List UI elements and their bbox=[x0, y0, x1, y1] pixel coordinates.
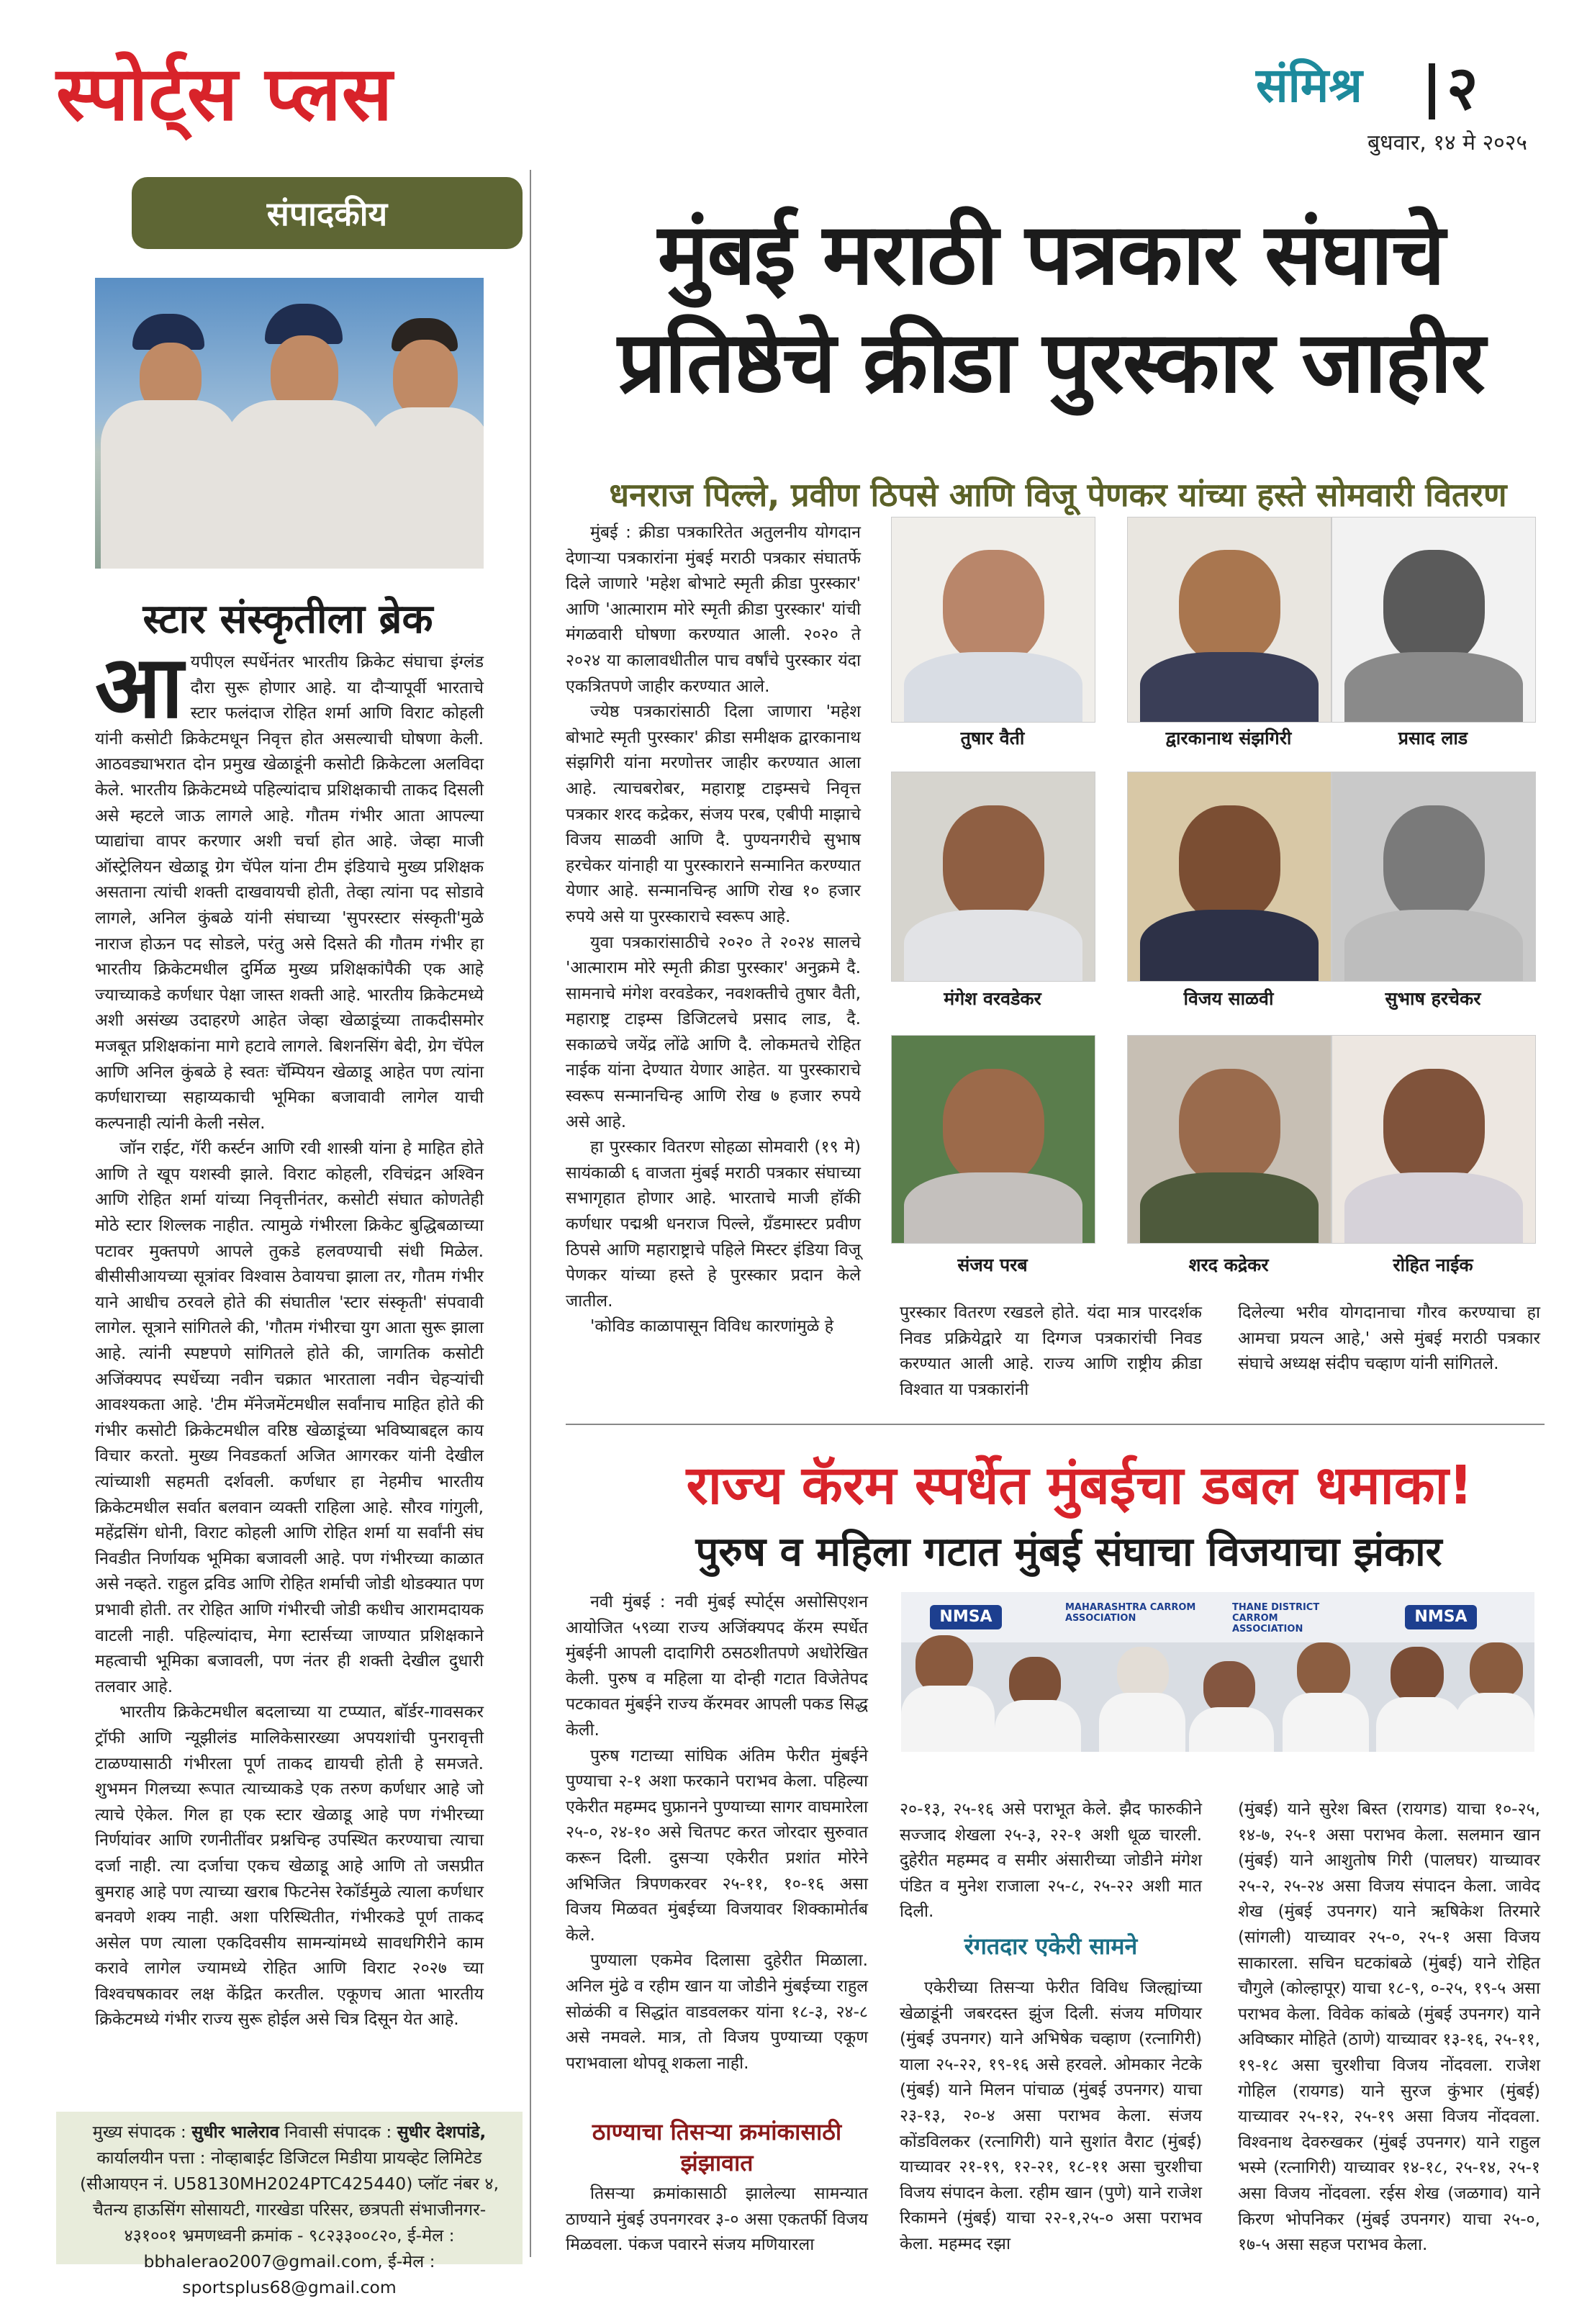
article2-col1b: तिसऱ्या क्रमांकासाठी झालेल्या सामन्यात ठाण्याने मुंबई उपनगरवर ३-० असा एकतर्फी विजय मिळवला. पंकज पवारने संजय मणियारला bbox=[566, 2184, 868, 2255]
photo-vijay bbox=[1127, 772, 1331, 982]
editorial-label: संपादकीय bbox=[132, 177, 523, 249]
photo-prasad bbox=[1331, 517, 1536, 723]
photo-caption: तुषार वैती bbox=[960, 728, 1025, 749]
page-number: २ bbox=[1447, 53, 1478, 123]
masthead-logo: स्पोर्ट्स प्लस bbox=[56, 49, 394, 137]
article1-col3: दिलेल्या भरीव योगदानाचा गौरव करण्याचा हा आमचा प्रयत्न आहे,' असे मुंबई मराठी पत्रकार संघाचे अध्यक्ष संदीप चव्हाण यांनी सांगितले. bbox=[1238, 1303, 1540, 1374]
photo-tushar bbox=[891, 517, 1095, 723]
photo-caption: संजय परब bbox=[957, 1254, 1028, 1275]
article-divider bbox=[566, 1424, 1545, 1425]
article1-col2: पुरस्कार वितरण रखडले होते. यंदा मात्र पारदर्शक निवड प्रक्रियेद्वारे या दिग्गज पत्रकारांची निवड करण्यात आली आहे. राज्य आणि राष्ट्रीय क्रीडा विश्वात या पत्रकारांनी bbox=[900, 1303, 1202, 1399]
article2-headline: राज्य कॅरम स्पर्धेत मुंबईचा डबल धमाका! bbox=[686, 1455, 1473, 1516]
header-divider bbox=[1429, 63, 1435, 119]
photo-subhash bbox=[1331, 772, 1536, 982]
section-tag: संमिश्र bbox=[1256, 58, 1362, 113]
column-divider bbox=[530, 170, 531, 2257]
editorial-title: स्टार संस्कृतीला ब्रेक bbox=[143, 595, 433, 643]
issue-date: बुधवार, १४ मे २०२५ bbox=[1367, 130, 1527, 155]
logo-nmsa: NMSA bbox=[930, 1605, 1002, 1629]
carrom-team-photo bbox=[901, 1592, 1534, 1752]
article2-col1: नवी मुंबई : नवी मुंबई स्पोर्ट्स असोसिएशन आयोजित ५९व्या राज्य अजिंक्यपद कॅरम स्पर्धेत मुंबईनी आपली दादागिरी ठसठशीतपणे अधोरेखित केली. पुरुष व महिला या दोन्ही गटात विजेतेपद पटकावत मुंबईने राज्य कॅरमवर आपली पकड सिद्ध केली. पुरुष गटाच्या सांघिक अंतिम फेरीत मुंबईने पुण्याचा २-१ अशा फरकाने पराभव केला. पहिल्या एकेरीत महम्मद घुफ्रानने पुण्याच्या सागर वाघमारेला २५-०, २४-१० असे चितपट करत जोरदार सुरुवात करून दिली. दुसऱ्या एकेरीत प्रशांत मोरेने अभिजित त्रिपणकरवर २५-११, १०-१६ असा विजय मिळवत मुंबईच्या विजयावर शिक्कामोर्तब केले. पुण्याला एकमेव दिलासा दुहेरीत मिळाला. अनिल मुंढे व रहीम खान या जोडीने मुंबईच्या राहुल सोळंकी व सिद्धांत वाडवलकर यांना १८-३, २४-८ असे नमवले. मात्र, तो विजय पुण्याच्या एकूण पराभवाला थोपवू शकला नाही. bbox=[566, 1592, 868, 2073]
photo-mangesh bbox=[891, 772, 1095, 982]
photo-caption: द्वारकानाथ संझगिरी bbox=[1165, 728, 1292, 749]
editorial-credits: मुख्य संपादक : सुधीर भालेराव निवासी संपादक : सुधीर देशपांडे, कार्यालयीन पत्ता : नोव्हाबाईट डिजिटल मिडीया प्रायव्हेट लिमिटेड (सीआयएन नं. U58130MH2024PTC425440) प्लॉट नंबर ४, चैतन्य हाऊसिंग सोसायटी, गारखेडा परिसर, छत्रपती संभाजीनगर- ४३१००१ भ्रमणध्वनी क्रमांक - ९८२३३००८२०, ई-मेल : bbhalerao2007@gmail.com, ई-मेल : sportsplus68@gmail.com bbox=[56, 2112, 523, 2264]
editorial-paragraph: आयपीएल स्पर्धेनंतर भारतीय क्रिकेट संघाचा इंग्लंड दौरा सुरू होणार आहे. या दौऱ्यापूर्वी भारताचे स्टार फलंदाज रोहित शर्मा आणि विराट कोहली यांनी कसोटी क्रिकेटमधून निवृत्त होत असल्याची घोषणा केली. आठवड्याभरात दोन प्रमुख खेळाडूंनी कसोटी क्रिकेटला अलविदा केले. भारतीय क्रिकेटमध्ये पहिल्यांदाच प्रशिक्षकाची ताकद दिसली असे म्हटले जाऊ लागले आहे. गौतम गंभीर आता आपल्या प्याद्यांचा वापर करणार अशी चर्चा होत आहे. जेव्हा माजी ऑस्ट्रेलियन खेळाडू ग्रेग चॅपेल यांना टीम इंडियाचे मुख्य प्रशिक्षक असताना त्यांची शक्ती दाखवायची होती, तेव्हा त्यांना पद सोडावे लागले, अनिल कुंबळे यांनी संघाच्या 'सुपरस्टार संस्कृती'मुळे नाराज होऊन पद सोडले, परंतु असे दिसते की गौतम गंभीर हा भारतीय क्रिकेटमधील दुर्मिळ मुख्य प्रशिक्षकांपैकी एक आहे ज्याच्याकडे कर्णधार पेक्षा जास्त शक्ती आहे. भारतीय क्रिकेटमध्ये अशी असंख्य उदाहरणे आहेत जेव्हा खेळाडूंच्या ताकदीसमोर मजबूत प्रशिक्षकांना मागे हटावे लागले. बिशनसिंग बेदी, ग्रेग चॅपेल आणि अनिल कुंबळे हे स्वतः चॅम्पियन खेळाडू आहेत पण त्यांना कर्णधाराच्या सहाय्यकाची भूमिका बजावावी लागेल याची कल्पनाही त्यांनी केली नसेल. bbox=[95, 636, 484, 1133]
article1-body: मुंबई : क्रीडा पत्रकारितेत अतुलनीय योगदान देणाऱ्या पत्रकारांना मुंबई मराठी पत्रकार संघातर्फे दिले जाणारे 'महेश बोभाटे स्मृती क्रीडा पुरस्कार' आणि 'आत्माराम मोरे स्मृती क्रीडा पुरस्कार' यांची मंगळवारी घोषणा करण्यात आली. २०२० ते २०२४ या कालावधीतील पाच वर्षांचे पुरस्कार यंदा एकत्रितपणे जाहीर करण्यात आले. ज्येष्ठ पत्रकारांसाठी दिला जाणारा 'महेश बोभाटे स्मृती पुरस्कार' क्रीडा समीक्षक द्वारकानाथ संझगिरी यांना मरणोत्तर जाहीर करण्यात आला आहे. त्याचबरोबर, महाराष्ट्र टाइम्सचे निवृत्त पत्रकार शरद कद्रेकर, संजय परब, एबीपी माझाचे विजय साळवी आणि दै. पुण्यनगरीचे सुभाष हरचेकर यांनाही या पुरस्काराने सन्मानित करण्यात येणार आहे. सन्मानचिन्ह आणि रोख १० हजार रुपये असे या पुरस्काराचे स्वरूप आहे. युवा पत्रकारांसाठीचे २०२० ते २०२४ सालचे 'आत्माराम मोरे स्मृती क्रीडा पुरस्कार' अनुक्रमे दै. सामनाचे मंगेश वरवडेकर, नवशक्तीचे तुषार वैती, महाराष्ट्र टाइम्स डिजिटलचे प्रसाद लाड, दै. सकाळचे जयेंद्र लोंढे आणि दै. लोकमतचे रोहित नाईक यांना देण्यात येणार आहेत. या पुरस्काराचे स्वरूप सन्मानचिन्ह आणि रोख ७ हजार रुपये असे आहे. हा पुरस्कार वितरण सोहळा सोमवारी (१९ मे) सायंकाळी ६ वाजता मुंबई मराठी पत्रकार संघाच्या सभागृहात होणार आहे. भारताचे माजी हॉकी कर्णधार पद्मश्री धनराज पिल्ले, ग्रँडमास्टर प्रवीण ठिपसे आणि महाराष्ट्राचे पहिले मिस्टर इंडिया विजू पेणकर यांच्या हस्ते हे पुरस्कार प्रदान केले जातील. 'कोविड काळापासून विविध कारणांमुळे हे bbox=[566, 523, 861, 1337]
article2-col2: २०-१३, २५-१६ असे पराभूत केले. झैद फारुकीने सज्जाद शेखला २५-३, २२-१ अशी धूळ चारली. दुहेरीत महम्मद व समीर अंसारीच्या जोडीने मंगेश पंडित व मुनेश राजाला २५-८, २५-२२ अशी मात दिली. bbox=[900, 1799, 1202, 1922]
article2-col2b: एकेरीच्या तिसऱ्या फेरीत विविध जिल्ह्यांच्या खेळाडूंनी जबरदस्त झुंज दिली. संजय मणियार (मुंबई उपनगर) याने अभिषेक चव्हाण (रत्नागिरी) याला २५-२२, १९-१६ असे हरवले. ओमकार नेटके (मुंबई) याने मिलन पांचाळ (मुंबई उपनगर) याचा २३-१३, २०-४ असा पराभव केला. संजय कोंडविलकर (रत्नागिरी) याने सुशांत वैराट (मुंबई) याच्यावर २१-१९, १२-२१, १८-११ असा चुरशीचा विजय संपादन केला. रहीम खान (पुणे) याने राजेश रिकामने (मुंबई) याचा २२-१,२५-० असा पराभव केला. महम्मद रझा bbox=[900, 1978, 1202, 2253]
photo-caption: सुभाष हरचेकर bbox=[1385, 988, 1481, 1009]
logo-mca: MAHARASHTRA CARROM ASSOCIATION bbox=[1065, 1602, 1196, 1624]
photo-sanjay bbox=[891, 1035, 1095, 1244]
photo-sharad bbox=[1127, 1035, 1331, 1244]
logo-tdca: THANE DISTRICT CARROM ASSOCIATION bbox=[1232, 1602, 1320, 1635]
photo-caption: शरद कद्रेकर bbox=[1188, 1254, 1269, 1275]
article2-col3: (मुंबई) याने सुरेश बिस्त (रायगड) याचा १०-२५, १४-७, २५-१ असा पराभव केला. सलमान खान (मुंबई) याने आशुतोष गिरी (पालघर) याच्यावर २५-२, २५-२४ असा विजय संपादन केला. जावेद शेख (मुंबई उपनगर) याने ऋषिकेश तिरमारे (सांगली) याच्यावर २५-०, २५-१ असा विजय साकारला. सचिन घटकांबळे (मुंबई) याने रोहित चौगुले (कोल्हापूर) याचा १८-९, ०-२५, १९-५ असा पराभव केला. विवेक कांबळे (मुंबई उपनगर) याने अविष्कार मोहिते (ठाणे) याच्यावर १३-१६, २५-११, १९-१८ असा चुरशीचा विजय नोंदवला. राजेश गोहिल (रायगड) याने सुरज कुंभार (मुंबई) याच्यावर २५-१२, २५-१९ असा विजय नोंदवला. विश्वनाथ देवरुखकर (मुंबई उपनगर) याने राहुल भस्मे (रत्नागिरी) याच्यावर १४-१८, २५-१४, २५-१ असा विजय नोंदवला. रईस शेख (जळगाव) याने किरण भोपनिकर (मुंबई उपनगर) याचा २५-०, १७-५ असा सहज पराभव केला. bbox=[1238, 1799, 1540, 2255]
editorial-paragraph: भारतीय क्रिकेटमधील बदलाच्या या टप्प्यात, बॉर्डर-गावसकर ट्रॉफी आणि न्यूझीलंड मालिकेसारख्या अपयशांची पुनरावृत्ती टाळण्यासाठी गंभीरला पूर्ण ताकद द्यायची होती हे समजते. शुभमन गिलच्या रूपात त्याच्याकडे एक तरुण कर्णधार आहे जो त्याचे ऐकेल. गिल हा एक स्टार खेळाडू आहे पण गंभीरच्या निर्णयांवर आणि रणनीतींवर प्रश्नचिन्ह उपस्थित करण्याचा त्याचा दर्जा नाही. त्या दर्जाचा एकच खेळाडू आहे आणि तो जसप्रीत बुमराह आहे पण त्याच्या खराब फिटनेस रेकॉर्डमुळे त्याला कर्णधार बनवणे शक्य नाही. अशा परिस्थितीत, गंभीरकडे पूर्ण ताकद असेल पण त्याला एकदिवसीय सामन्यांमध्ये सावधगिरीने काम करावे लागेल ज्यामध्ये रोहित आणि विराट २०२७ च्या विश्वचषकावर लक्ष केंद्रित करतील. एकूणच आता भारतीय क्रिकेटमध्ये गंभीर राज्य सुरू होईल असे चित्र दिसून येत आहे. bbox=[95, 1702, 484, 2030]
editorial-dropcap: आ bbox=[95, 636, 184, 738]
photo-dwarkanath bbox=[1127, 517, 1331, 723]
photo-caption: प्रसाद लाड bbox=[1398, 728, 1468, 749]
article2-subhead: पुरुष व महिला गटात मुंबई संघाचा विजयाचा झंकार bbox=[695, 1529, 1442, 1575]
editorial-body bbox=[95, 636, 484, 2089]
editorial-paragraph: जॉन राईट, गॅरी कर्स्टन आणि रवी शास्त्री यांना हे माहित होते आणि ते खूप यशस्वी झाले. विराट कोहली, रविचंद्रन अश्विन आणि रोहित शर्मा यांच्या निवृत्तीनंतर, कसोटी संघात कोणतेही मोठे स्टार शिल्लक नाहीत. त्यामुळे गंभीरला क्रिकेट बुद्धिबळाच्या पटावर मुक्तपणे आपले तुकडे हलवण्याची संधी मिळेल. बीसीसीआयच्या सूत्रांवर विश्वास ठेवायचा झाला तर, गौतम गंभीर याने आधीच ठरवले होते की संघातील 'स्टार संस्कृती' संपवावी लागेल. सूत्राने सांगितले की, 'गौतम गंभीरचा युग आता सुरू झाला आहे. त्यांनी स्पष्टपणे सांगितले होते की, जागतिक कसोटी अजिंक्यपद स्पर्धेच्या नवीन चक्रात भारताला नवीन चेहऱ्यांची आवश्यकता आहे. 'टीम मॅनेजमेंटमधील सर्वांनाच माहित होते की गंभीर कसोटी क्रिकेटमधील वरिष्ठ खेळाडूंच्या भविष्याबद्दल काय विचार करतो. मुख्य निवडकर्ता अजित आगरकर यांनी देखील त्यांच्याशी सहमती दर्शवली. कर्णधार हा नेहमीच भारतीय क्रिकेटमधील सर्वात बलवान व्यक्ती राहिला आहे. सौरव गांगुली, महेंद्रसिंग धोनी, विराट कोहली आणि रोहित शर्मा या सर्वांनी संघ निवडीत निर्णायक भूमिका बजावली आहे. पण गंभीरच्या काळात असे नव्हते. राहुल द्रविड आणि रोहित शर्माची जोडी थोडक्यात पण प्रभावी होती. तर रोहित आणि गंभीरची जोडी कधीच आरामदायक वाटली नाही. पहिल्यांदाच, मेगा स्टार्सच्या जाण्यात प्रशिक्षकाने महत्वाची भूमिका बजावली, पण नंतर ही शक्ती देखील दुधारी तलवार आहे. bbox=[95, 1139, 484, 1696]
photo-caption: मंगेश वरवडेकर bbox=[944, 988, 1041, 1009]
article2-sub1: ठाण्याचा तिसऱ्या क्रमांकासाठी झंझावात bbox=[592, 2118, 842, 2176]
article1-headline: मुंबई मराठी पत्रकार संघाचे प्रतिष्ठेचे क्रीडा पुरस्कार जाहीर bbox=[618, 204, 1484, 412]
article2-sub2: रंगतदार एकेरी सामने bbox=[964, 1932, 1138, 1960]
photo-rohit bbox=[1331, 1035, 1536, 1244]
photo-caption: रोहित नाईक bbox=[1393, 1254, 1473, 1275]
logo-nmsa-2: NMSA bbox=[1405, 1605, 1477, 1629]
photo-caption: विजय साळवी bbox=[1183, 988, 1274, 1009]
article1-subhead: धनराज पिल्ले, प्रवीण ठिपसे आणि विजू पेणकर यांच्या हस्ते सोमवारी वितरण bbox=[609, 476, 1507, 514]
editorial-photo bbox=[95, 278, 484, 569]
